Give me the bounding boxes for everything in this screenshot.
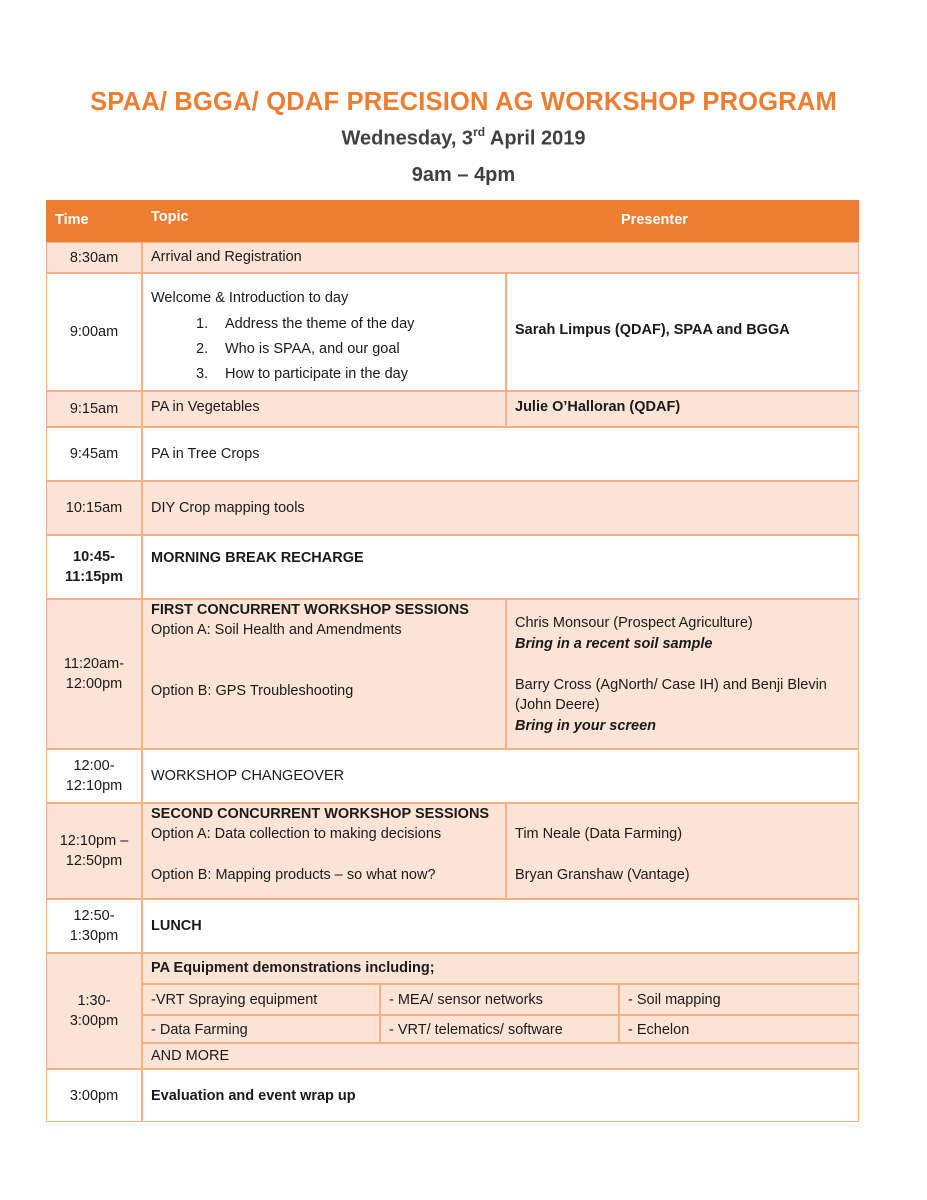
row2-item1-text: Address the theme of the day — [225, 316, 415, 332]
row5-topic-text: DIY Crop mapping tools — [151, 500, 305, 516]
row7-time-line2: 12:00pm — [65, 676, 123, 692]
row4-time: 9:45am — [46, 427, 142, 481]
row7-time — [46, 599, 142, 749]
row12-topic-text: Evaluation and event wrap up — [151, 1088, 356, 1104]
row7-topic — [142, 599, 506, 749]
row9-time-line1: 12:10pm – — [59, 833, 129, 849]
row11-grid-cell-1-1 — [142, 984, 380, 1015]
row3-topic — [142, 391, 506, 427]
row2-time: 9:00am — [46, 273, 142, 391]
row7-presenter-b-line1: Barry Cross (AgNorth/ Case IH) and Benji Blevin — [515, 677, 827, 693]
date-prefix: Wednesday, 3 — [341, 127, 474, 150]
row2-item2-number: 2. — [196, 341, 209, 357]
document-title: SPAA/ BGGA/ QDAF PRECISION AG WORKSHOP PROGRAM — [90, 88, 837, 116]
row9-option-a: Option A: Data collection to making decisions — [151, 826, 442, 842]
row7-option-a: Option A: Soil Health and Amendments — [151, 622, 402, 638]
header-topic — [142, 200, 506, 242]
row9-presenter-a: Tim Neale (Data Farming) — [515, 826, 683, 842]
row11-time-line1: 1:30- — [77, 993, 111, 1009]
row11-grid-cell-2-1 — [142, 1015, 380, 1043]
row6-topic — [142, 535, 859, 599]
row7-time-line1: 11:20am- — [63, 656, 125, 672]
row7-option-b: Option B: GPS Troubleshooting — [151, 683, 354, 699]
row11-grid-text-2-1: - Data Farming — [151, 1022, 248, 1038]
row6-topic-text: MORNING BREAK RECHARGE — [151, 550, 364, 566]
row11-grid-text-1-2: - MEA/ sensor networks — [389, 992, 543, 1008]
row7-presenter-a: Chris Monsour (Prospect Agriculture) — [515, 615, 753, 631]
row4-topic — [142, 427, 859, 481]
row7-presenter-b-line2: (John Deere) — [515, 697, 600, 713]
row11-heading: PA Equipment demonstrations including; — [151, 960, 435, 976]
row3-presenter-text: Julie O’Halloran (QDAF) — [515, 399, 681, 415]
row9-topic — [142, 803, 506, 899]
row2-presenter — [506, 273, 859, 391]
row3-presenter — [506, 391, 859, 427]
row2-item1-number: 1. — [196, 316, 209, 332]
row6-time-line2: 11:15pm — [64, 569, 124, 585]
row8-time-line2: 12:10pm — [65, 778, 123, 794]
row10-time-line2: 1:30pm — [69, 928, 119, 944]
date-rest: April 2019 — [485, 127, 586, 150]
row5-topic — [142, 481, 859, 535]
header-presenter — [506, 200, 859, 242]
row7-note-b: Bring in your screen — [515, 718, 657, 734]
row10-topic — [142, 899, 859, 953]
row3-time: 9:15am — [46, 391, 142, 427]
row6-time — [46, 535, 142, 599]
row11-grid-text-2-2: - VRT/ telematics/ software — [389, 1022, 563, 1038]
row2-item3-text: How to participate in the day — [225, 366, 408, 382]
row11-grid-cell-1-3 — [619, 984, 859, 1015]
row11-grid-cell-2-2 — [380, 1015, 619, 1043]
row12-topic — [142, 1069, 859, 1122]
row7-note-a: Bring in a recent soil sample — [515, 636, 713, 652]
row8-time-line1: 12:00- — [73, 758, 115, 774]
row11-more-text: AND MORE — [151, 1048, 230, 1064]
row5-time: 10:15am — [46, 481, 142, 535]
row4-topic-text: PA in Tree Crops — [151, 446, 260, 462]
header-presenter-label: Presenter — [621, 212, 688, 228]
document-hours: 9am – 4pm — [411, 164, 516, 186]
row1-topic-text: Arrival and Registration — [151, 249, 302, 265]
row2-presenter-text: Sarah Limpus (QDAF), SPAA and BGGA — [515, 322, 790, 338]
row3-topic-text: PA in Vegetables — [151, 399, 260, 415]
row9-option-b: Option B: Mapping products – so what now? — [151, 867, 436, 883]
row2-item3-number: 3. — [196, 366, 209, 382]
row11-grid-text-1-3: - Soil mapping — [628, 992, 721, 1008]
row1-topic — [142, 242, 859, 273]
row11-grid-cell-1-2 — [380, 984, 619, 1015]
row2-topic — [142, 273, 506, 391]
row11-more-cell — [142, 1043, 859, 1069]
header-time-label: Time — [55, 212, 89, 228]
row2-topic-text: Welcome & Introduction to day — [151, 290, 349, 306]
document-date — [0, 126, 927, 151]
row11-grid-text-2-3: - Echelon — [628, 1022, 690, 1038]
row2-item2-text: Who is SPAA, and our goal — [225, 341, 400, 357]
row11-grid-cell-2-3 — [619, 1015, 859, 1043]
row9-time-line2: 12:50pm — [65, 853, 123, 869]
row9-heading: SECOND CONCURRENT WORKSHOP SESSIONS — [151, 806, 490, 822]
row7-heading: FIRST CONCURRENT WORKSHOP SESSIONS — [151, 602, 469, 618]
row10-time — [46, 899, 142, 953]
row8-topic-text: WORKSHOP CHANGEOVER — [151, 768, 345, 784]
row10-time-line1: 12:50- — [73, 908, 115, 924]
row9-presenter-b: Bryan Granshaw (Vantage) — [515, 867, 690, 883]
row11-time — [46, 953, 142, 1069]
header-time — [46, 200, 142, 242]
row11-time-line2: 3:00pm — [69, 1013, 119, 1029]
row1-time: 8:30am — [46, 242, 142, 273]
row12-time: 3:00pm — [46, 1069, 142, 1122]
row11-heading-cell — [142, 953, 859, 984]
row8-topic — [142, 749, 859, 803]
row8-time — [46, 749, 142, 803]
row11-grid-text-1-1: -VRT Spraying equipment — [151, 992, 318, 1008]
row9-time — [46, 803, 142, 899]
row10-topic-text: LUNCH — [151, 918, 202, 934]
header-topic-label: Topic — [151, 209, 189, 225]
row9-presenter — [506, 803, 859, 899]
date-suffix: rd — [473, 125, 486, 139]
row7-presenter — [506, 599, 859, 749]
row6-time-line1: 10:45- — [73, 549, 115, 565]
